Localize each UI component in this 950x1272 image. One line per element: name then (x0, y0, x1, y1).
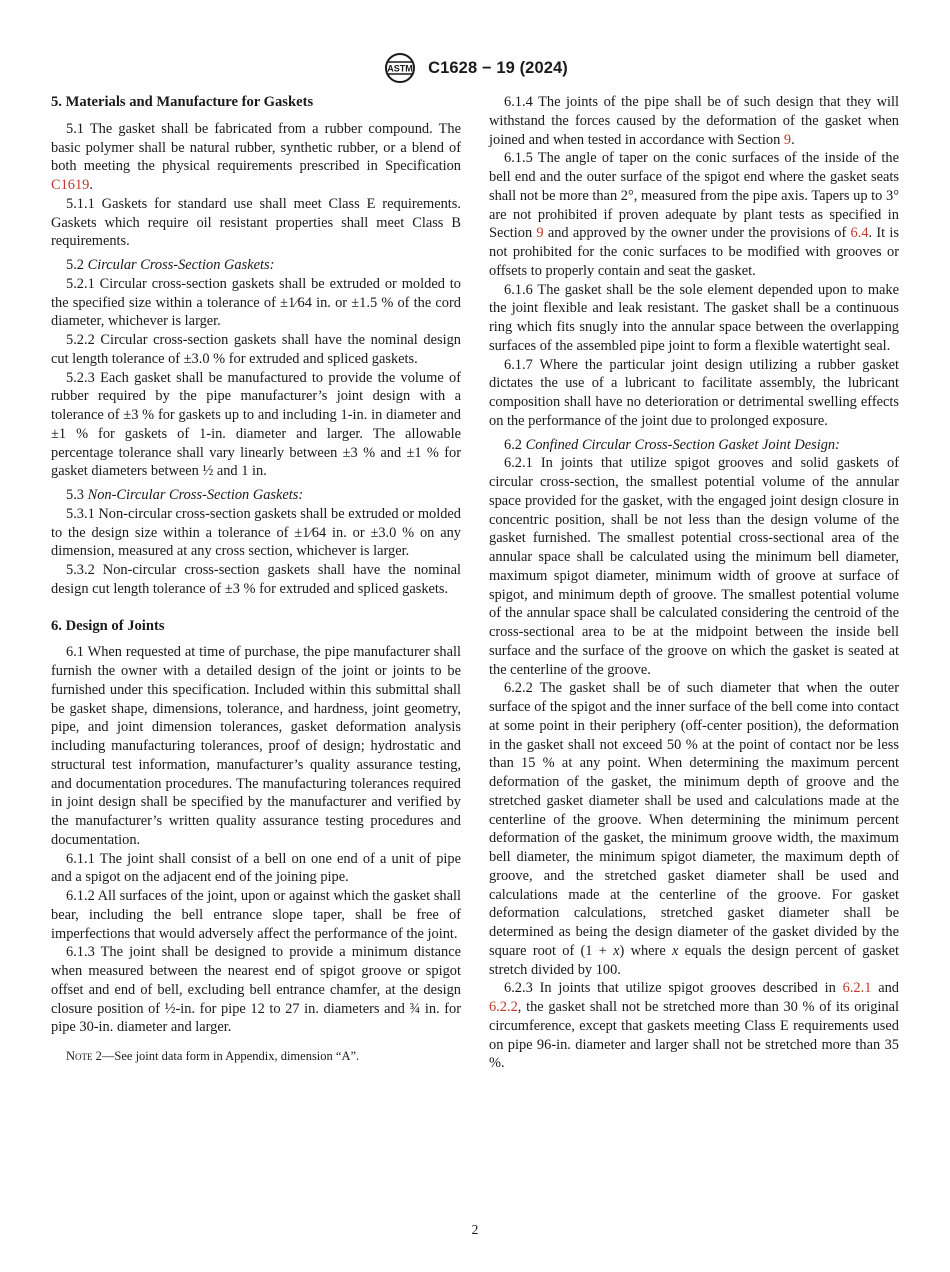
astm-logo-icon (382, 52, 418, 84)
note-2: Note 2—See joint data form in Appendix, dimension “A”. (66, 1049, 360, 1063)
paragraph-5-3-1: 5.3.1 Non-circular cross-section gaskets shall be extruded or molded to the design size within a tolerance of ±1⁄64 in. or ±3.0 % on any dimension, measured at any cross section, whichever is larger. (51, 505, 461, 560)
right-column (489, 93, 899, 1073)
paragraph-5-3-2: 5.3.2 Non-circular cross-section gaskets shall have the nominal design cut length tolerance of ±3 % for extruded and spliced gaskets. (51, 562, 461, 597)
paragraph-6-1-4: 6.1.4 The joints of the pipe shall be of such design that they will withstand the forces caused by the deformation of the gasket when joined and when tested in accordance with Section 9. (489, 94, 899, 148)
link-6-2-1[interactable]: 6.2.1 (842, 980, 872, 997)
paragraph-6-1: 6.1 When requested at time of purchase, the pipe manufacturer shall furnish the owner with a detailed design of the joint or joints to be furnished under this specification. Included within this submittal shall be gasket shape, dimensions, tolerance, and hardness, joint geometry, pipe, and joint dimension tolerances, gasket deformation analysis including manufacturing tolerances, proof of design; hydrostatic and structural test information, manufacturer’s quality assurance testing, and documentation procedures. The manufacturing tolerances required in joint design shall be specified by the manufacturer and verified by the manufacturer’s written quality assurance testing procedures and documentation. (51, 644, 461, 848)
paragraph-5-2-2: 5.2.2 Circular cross-section gaskets shall have the nominal design cut length tolerance of ±3.0 % for extruded and spliced gaskets. (51, 332, 461, 367)
paragraph-6-1-2: 6.1.2 All surfaces of the joint, upon or against which the gasket shall bear, including the bell entrance slope taper, shall be free of imperfections that would adversely affect the performance of the joint. (51, 888, 461, 942)
link-6-4[interactable]: 6.4 (850, 225, 869, 242)
paragraph-6-2-2: 6.2.2 The gasket shall be of such diameter that when the outer surface of the spigot and the inner surface of the bell come into contact at some point in their periphery (off-center position), the deformation in the gasket shall not exceed 50 % at the point of contact nor be less than 15 % at any point. When determining the maximum percent deformation of the gasket, the minimum depth of groove and the stretched gasket diameter shall be used and calculations made at the centerline of the groove. When determining the minimum percent deformation of the gasket, the minimum groove width, the maximum bell diameter, the minimum spigot diameter, the maximum depth of groove, and the stretched gasket diameter shall be used and calculations made at the centerline of the groove. For gasket deformation calculations, stretched gasket diameter shall be determined as being the design diameter of the gasket divided by the square root of (1 + x) where x equals the design percent of gasket stretch divided by 100. (489, 680, 899, 978)
link-section-9[interactable]: 9 (783, 131, 792, 148)
section-6-heading: 6. Design of Joints (51, 617, 165, 634)
page-header (0, 52, 950, 84)
paragraph-6-1-3: 6.1.3 The joint shall be designed to provide a minimum distance when measured between the nearest end of spigot groove or spigot offset and end of bell, excluding bell entrance chamfer, at the design closure position of ½-in. for pipe 12 to 27 in. diameters and ¾ in. for pipe 30-in. diameter and larger. (51, 944, 461, 1036)
paragraph-6-2-3: 6.2.3 In joints that utilize spigot grooves described in 6.2.1 and 6.2.2, the gasket shall not be stretched more than 30 % of its original circumference, except that gaskets meeting Class E requirements used on pipe 96-in. diameter and larger shall not be stretched more than 35 %. (489, 980, 899, 1072)
link-section-9[interactable]: 9 (536, 225, 544, 242)
document-designation: C1628 − 19 (2024) (428, 58, 568, 77)
logo-text: ASTM (387, 63, 413, 74)
page-number: 2 (471, 1222, 479, 1237)
paragraph-5-3-heading: 5.3 Non-Circular Cross-Section Gaskets: (66, 487, 304, 503)
link-6-2-2[interactable]: 6.2.2 (489, 999, 518, 1015)
left-column (51, 93, 461, 1066)
section-5-heading: 5. Materials and Manufacture for Gaskets (51, 94, 314, 110)
paragraph-5-2-heading: 5.2 Circular Cross-Section Gaskets: (66, 257, 275, 273)
paragraph-6-1-7: 6.1.7 Where the particular joint design utilizing a rubber gasket dictates the use of a lubricant to facilitate assembly, the lubricant composition shall have no deterioration or detrimental swelling effects on the performance of the joint due to prolonged exposure. (489, 356, 899, 429)
paragraph-5-2-3: 5.2.3 Each gasket shall be manufactured to provide the volume of rubber required by the pipe manufacturer’s joint design with a tolerance of ±3 % for gaskets up to and including 1-in. in diameter and ±1 % for gaskets of 1-in. diameter and larger. The allowable percentage tolerance shall vary linearly between ±3 % and ±1 % for gasket diameters between ½ and 1 in. (51, 369, 461, 480)
paragraph-6-2-1: 6.2.1 In joints that utilize spigot grooves and solid gaskets of circular cross-section, the smallest potential volume of the annular space provided for the gasket, with the engaged joint design closure in concentric position, shall be not less than the design volume of the gasket furnished. The smallest potential cross-sectional area of the annular space shall be calculated using the minimum bell diameter, maximum spigot diameter, minimum width of groove at surface of spigot, and minimum depth of groove. The smallest potential volume of the annular space shall be calculated considering the centroid of the cross-sectional area to be at the midpoint between the inside bell surface and the surface of the groove on which the gasket is seated at the centerline of the groove. (489, 455, 899, 678)
link-c1619[interactable]: C1619 (51, 177, 90, 193)
paragraph-5-1-1: 5.1.1 Gaskets for standard use shall meet Class E requirements. Gaskets which require oil resistant properties shall meet Class B requirements. (51, 195, 461, 250)
paragraph-6-1-1: 6.1.1 The joint shall consist of a bell on one end of a unit of pipe and a spigot on the adjacent end of the joining pipe. (51, 850, 461, 886)
paragraph-5-1: 5.1 The gasket shall be fabricated from a rubber compound. The basic polymer shall be natural rubber, synthetic rubber, or a blend of both meeting the physical requirements prescribed in Specification C1619. (51, 120, 461, 193)
paragraph-6-1-6: 6.1.6 The gasket shall be the sole element depended upon to make the joint flexible and leak resistant. The gasket shall be a continuous ring which fits snugly into the annular space between the overlapping surfaces of the assembled pipe joint to form a flexible watertight seal. (489, 281, 899, 354)
paragraph-6-1-5: 6.1.5 The angle of taper on the conic surfaces of the inside of the bell end and the outer surface of the spigot end where the gasket seats shall not be more than 2°, measured from the pipe axis. Tapers up to 3° are not prohibited if proven adequate by plant tests as specified in Section 9 and approved by the owner under the provisions of 6.4. It is not prohibited for the conic surfaces to be modified with grooves or offsets to properly contain and seat the gasket. (489, 150, 900, 279)
paragraph-6-2-heading: 6.2 Confined Circular Cross-Section Gasket Joint Design: (504, 436, 840, 453)
paragraph-5-2-1: 5.2.1 Circular cross-section gaskets shall be extruded or molded to the specified size within a tolerance of ±1⁄64 in. or ±1.5 % of the cord diameter, whichever is larger. (51, 275, 461, 330)
